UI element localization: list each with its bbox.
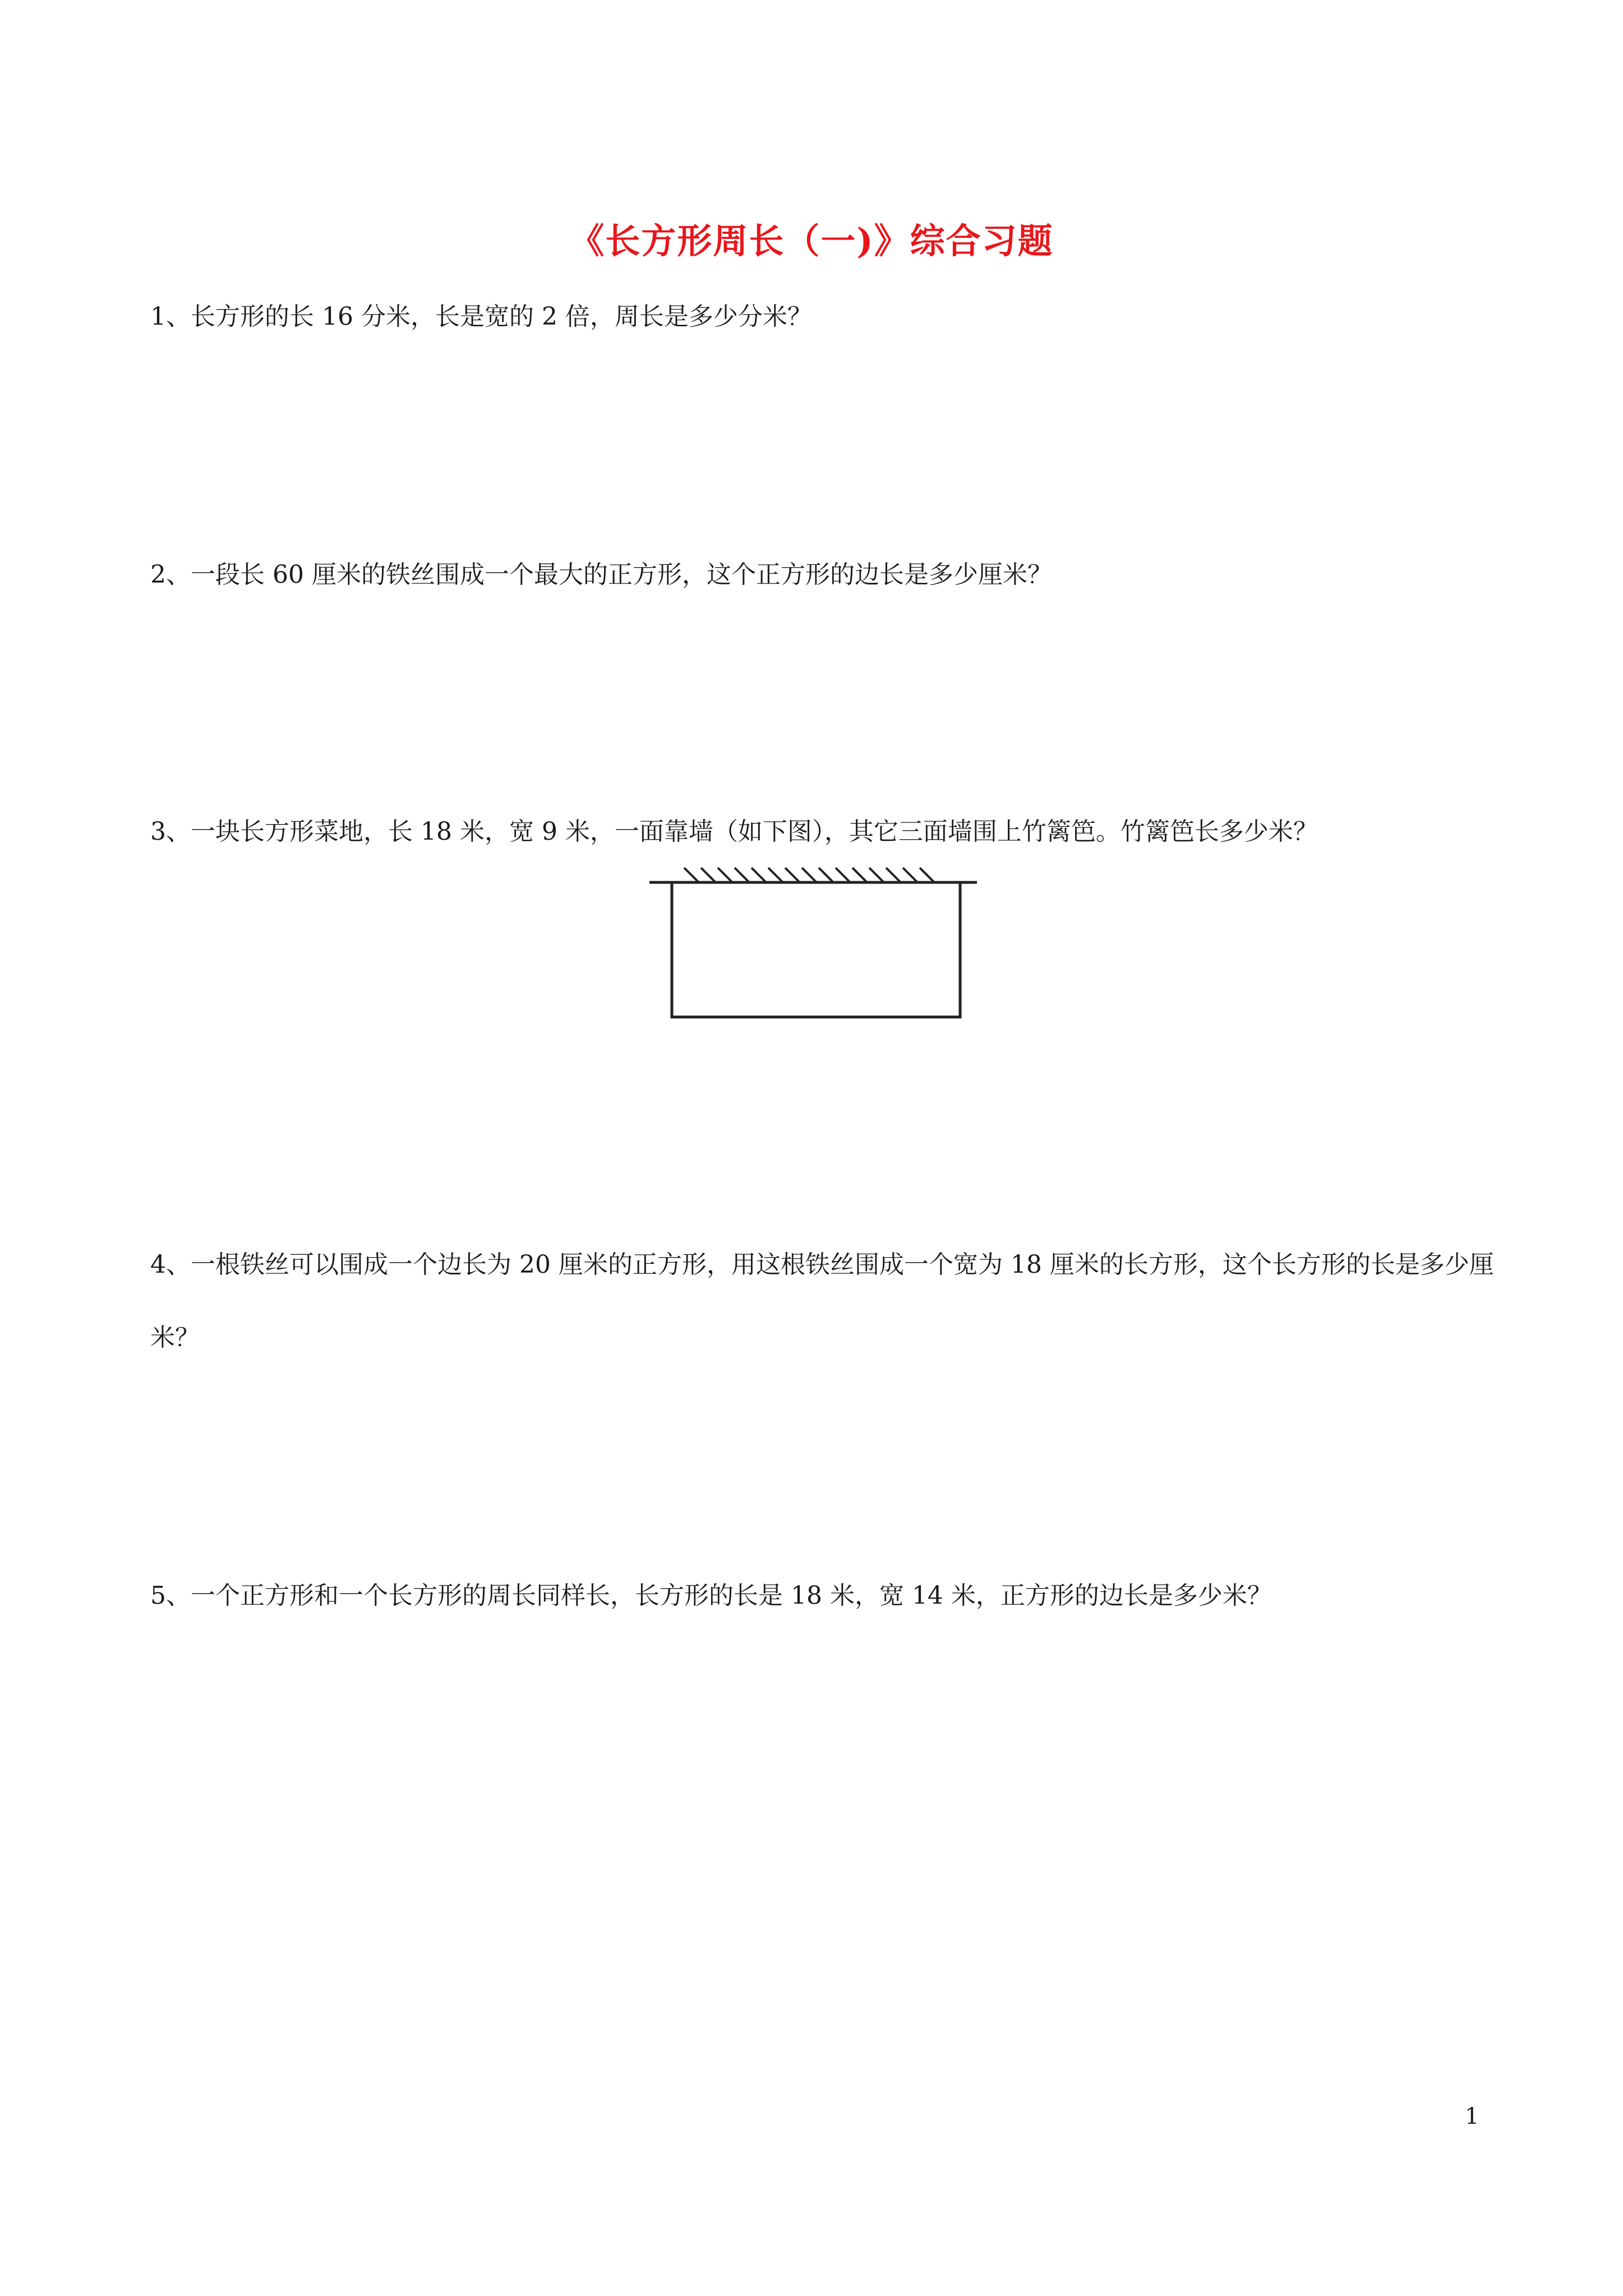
question-4: 4、一根铁丝可以围成一个边长为 20 厘米的正方形，用这根铁丝围成一个宽为 18 厘米的长方形，这个长方形的长是多少厘米？ [150,1250,1494,1352]
page-number: 1 [1465,2104,1479,2129]
wall-garden-diagram [645,861,981,1024]
question-2: 2、一段长 60 厘米的铁丝围成一个最大的正方形，这个正方形的边长是多少厘米？ [150,560,1052,589]
wall-hatching [684,868,934,882]
page-title: 《长方形周长（一)》综合习题 [569,220,1054,261]
question-1: 1、长方形的长 16 分米，长是宽的 2 倍，周长是多少分米？ [150,302,812,331]
question-3: 3、一块长方形菜地，长 18 米，宽 9 米，一面靠墙（如下图），其它三面墙围上竹篱笆。竹篱笆长多少米？ [150,817,1318,846]
garden-rectangle [672,882,960,1017]
question-5: 5、一个正方形和一个长方形的周长同样长，长方形的长是 18 米，宽 14 米，正方形的边长是多少米？ [150,1581,1272,1610]
